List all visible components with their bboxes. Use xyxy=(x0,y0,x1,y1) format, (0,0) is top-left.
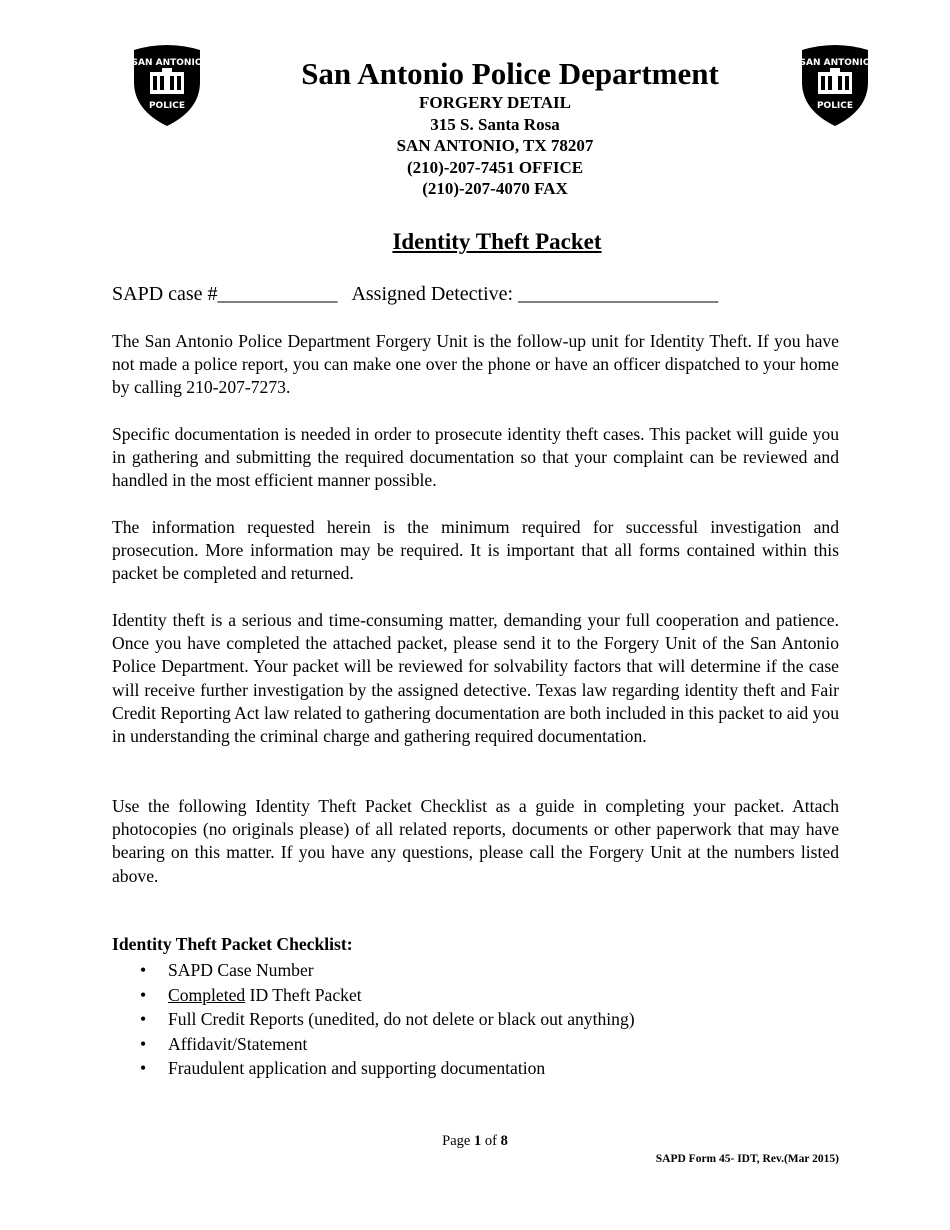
checklist-item xyxy=(112,1007,635,1032)
checklist-item-text: SAPD Case Number xyxy=(168,960,314,980)
department-name: San Antonio Police Department xyxy=(301,56,719,91)
paragraph-checklist-guide: Use the following Identity Theft Packet Checklist as a guide in completing your packet. Attach photocopies (no originals please) of all related reports, documents or other paperwork that may have bearing on this matter. If you have any questions, please call the Forgery Unit at the numbers listed above. xyxy=(112,796,839,886)
paragraph-documentation: Specific documentation is needed in order to prosecute identity theft cases. This packet will guide you in gathering and submitting the required documentation so that your complaint can be reviewed and handled in the most efficient manner possible. xyxy=(112,424,839,491)
paragraph-minimum-info: The information requested herein is the minimum required for successful investigation and prosecution. More information may be required. It is important that all forms contained within this packet be completed and returned. xyxy=(112,517,839,584)
checklist-item xyxy=(112,1032,635,1057)
checklist-item xyxy=(112,958,635,983)
page-of: of xyxy=(481,1133,501,1149)
page-total: 8 xyxy=(500,1133,508,1149)
form-identifier: SAPD Form 45- IDT, Rev.(Mar 2015) xyxy=(655,1153,839,1165)
office-phone: (210)-207-7451 OFFICE xyxy=(406,157,584,177)
fax-number: (210)-207-4070 FAX xyxy=(422,179,568,198)
paragraph-intro: The San Antonio Police Department Forgery Unit is the follow-up unit for Identity Theft. If you have not made a police report, you can make one over the phone or have an officer dispatched to your home by calling 210-207-7273. xyxy=(112,331,839,398)
paragraph-process: Identity theft is a serious and time-consuming matter, demanding your full cooperation and patience. Once you have completed the attached packet, please send it to the Forgery Unit of the San Antonio Police Department. Your packet will be reviewed for solvability factors that will determine if the case will receive further investigation by the assigned detective. Texas law regarding identity theft and Fair Credit Reporting Act law related to gathering documentation are both included in this packet to aid you in understanding the criminal charge and gathering required documentation. xyxy=(112,610,840,747)
badge-text-bottom: POLICE xyxy=(148,101,186,111)
document-title: Identity Theft Packet xyxy=(392,229,602,254)
checklist xyxy=(112,958,635,1081)
case-number-detective-line: SAPD case #____________ Assigned Detective: ____________________ xyxy=(112,283,719,305)
badge-text-bottom: POLICE xyxy=(816,101,854,111)
city-state-zip: SAN ANTONIO, TX 78207 xyxy=(396,136,594,155)
checklist-item xyxy=(112,1056,635,1081)
page-prefix: Page xyxy=(442,1133,474,1149)
checklist-item-text: ID Theft Packet xyxy=(245,984,362,1005)
badge-text-top: SAN ANTONIO xyxy=(799,58,871,68)
checklist-title: Identity Theft Packet Checklist: xyxy=(112,934,353,954)
page-number xyxy=(0,1133,950,1150)
checklist-item-text: Affidavit/Statement xyxy=(168,1033,308,1054)
unit-name: FORGERY DETAIL xyxy=(419,93,571,112)
page-current: 1 xyxy=(473,1133,482,1149)
checklist-item-text: Full Credit Reports (unedited, do not delete or black out anything) xyxy=(168,1009,635,1030)
letterhead xyxy=(0,56,950,200)
checklist-item-emphasis: Completed xyxy=(168,984,246,1005)
street-address: 315 S. Santa Rosa xyxy=(430,114,560,134)
checklist-item xyxy=(112,983,635,1008)
checklist-item-text: Fraudulent application and supporting documentation xyxy=(168,1058,546,1079)
badge-text-top: SAN ANTONIO xyxy=(131,58,203,68)
